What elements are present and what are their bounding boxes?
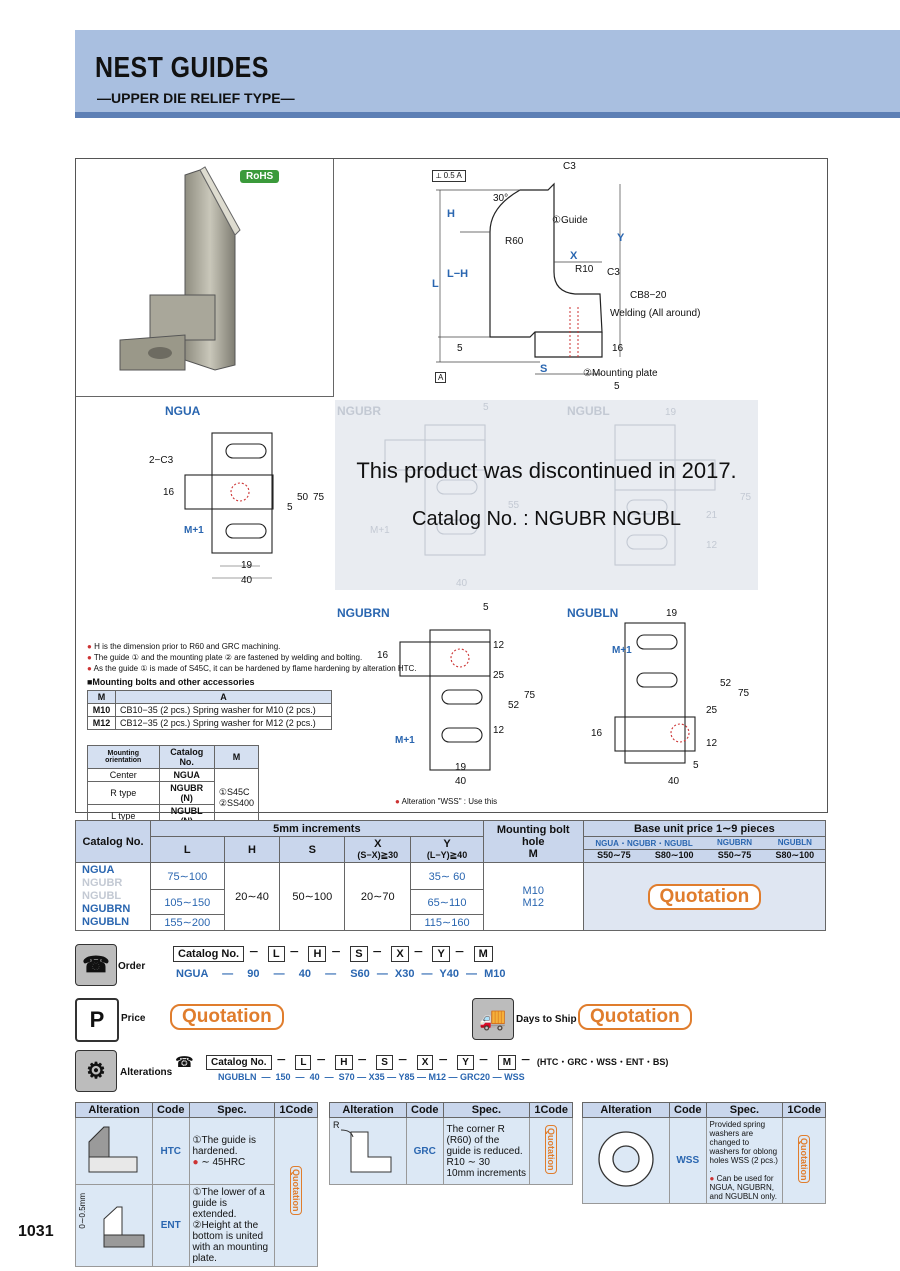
- bolts-table: M A M10 CB10−35 (2 pcs.) Spring washer for M10 (2 pcs.) M12 CB12−35 (2 pcs.) Spring washer for M12 (2 pcs.): [87, 690, 332, 730]
- ship-quotation: Quotation: [578, 1004, 692, 1030]
- ngubln-drawing: [590, 615, 720, 795]
- order-format: Catalog No. − L − H − S − X − Y − M: [170, 944, 496, 962]
- alteration-note: ● Alteration "WSS" : Use this: [395, 797, 498, 806]
- rohs-badge: RoHS: [240, 170, 279, 183]
- phone-icon: ☎: [75, 944, 117, 986]
- view-label-ngubl: NGUBL: [567, 404, 610, 418]
- price-quotation: Quotation: [170, 1004, 284, 1030]
- main-technical-drawing: [430, 162, 720, 394]
- alteration-example: NGUBLN — 150 — 40 — S70 — X35 — Y85 — M12 — GRC20 — WSS: [218, 1072, 525, 1082]
- notes: ● H is the dimension prior to R60 and GRC machining. ● The guide ① and the mounting plate ② are fastened by welding and bolting. ● As the guide ① is made of S45C, it can be hardened by flame hardening by alteration HTC.: [87, 642, 417, 673]
- page-title: NEST GUIDES: [95, 52, 269, 84]
- view-label-ngubln: NGUBLN: [567, 606, 619, 620]
- tolerance-frame: ⟂ 0.5 A: [432, 170, 466, 182]
- discontinued-notice: This product was discontinued in 2017.: [356, 458, 737, 483]
- alteration-format: Catalog No. − L − H − S − X − Y − M − (HTC・GRC・WSS・ENT・BS): [203, 1052, 668, 1070]
- order-example: NGUA — 90 — 40 — S60 — X30 — Y40 — M10: [176, 968, 506, 980]
- orientation-table: Mounting orientation Catalog No. M Center NGUA ①S45C ②SS400 R type NGUBR (N) L type NGUBL: [87, 745, 259, 828]
- price-icon: P: [75, 998, 119, 1042]
- discontinued-catalog: Catalog No. : NGUBR NGUBL: [412, 508, 681, 530]
- view-label-ngubr: NGUBR: [337, 404, 381, 418]
- discontinued-drawings: [345, 420, 745, 585]
- alteration-table-3: Alteration Code Spec. 1Code WSS Provided spring washers are changed to washers for oblong holes WSS (2 pcs.) . ● Can be used for NGUA, NGUBRN, and NGUBLN only. Quotation: [582, 1102, 826, 1204]
- grc-diagram: [333, 1122, 395, 1177]
- htc-diagram: [79, 1122, 141, 1177]
- alteration-table-1: Alteration Code Spec. 1Code HTC ①The guide is hardened. ● ∼ 45HRC Quotation 0∼0.5mm ENT ①The lower of a guide is extended. ②Height at the bottom is united with an mounting plate.: [75, 1102, 318, 1267]
- view-label-ngua: NGUA: [165, 404, 201, 418]
- drill-icon: ⚙: [75, 1050, 117, 1092]
- view-label-ngubrn: NGUBRN: [337, 606, 390, 620]
- spec-table: Catalog No. 5mm increments Mounting bolt hole M Base unit price 1∼9 pieces L H S X (S−X)≧30 Y (L−Y)≧40 NGUA・NGUBR・NGUBL NGUBRN NGUBLN S50∼75 S80∼100 S50∼75 S80∼100 NGUA NGUBR NGUBL NGUBRN NGUBLN 75∼100 20∼40 50∼100 20∼70 35∼ 60 M10 M12 Quotation 105∼150 65∼110 155∼200 115∼160: [75, 820, 826, 931]
- ent-diagram: [89, 1197, 149, 1252]
- truck-icon: 🚚: [472, 998, 514, 1040]
- product-photo: [105, 165, 295, 380]
- alteration-table-2: Alteration Code Spec. 1Code R GRC The corner R (R60) of the guide is reduced. R10 ∼ 30 10mm increments Quotation: [329, 1102, 573, 1185]
- page-number: 1031: [18, 1223, 54, 1240]
- washer-diagram: [595, 1128, 657, 1190]
- alteration-phone-icon: ☎: [175, 1054, 194, 1071]
- ngua-drawing: [180, 428, 290, 598]
- page-subtitle: —UPPER DIE RELIEF TYPE—: [97, 90, 295, 106]
